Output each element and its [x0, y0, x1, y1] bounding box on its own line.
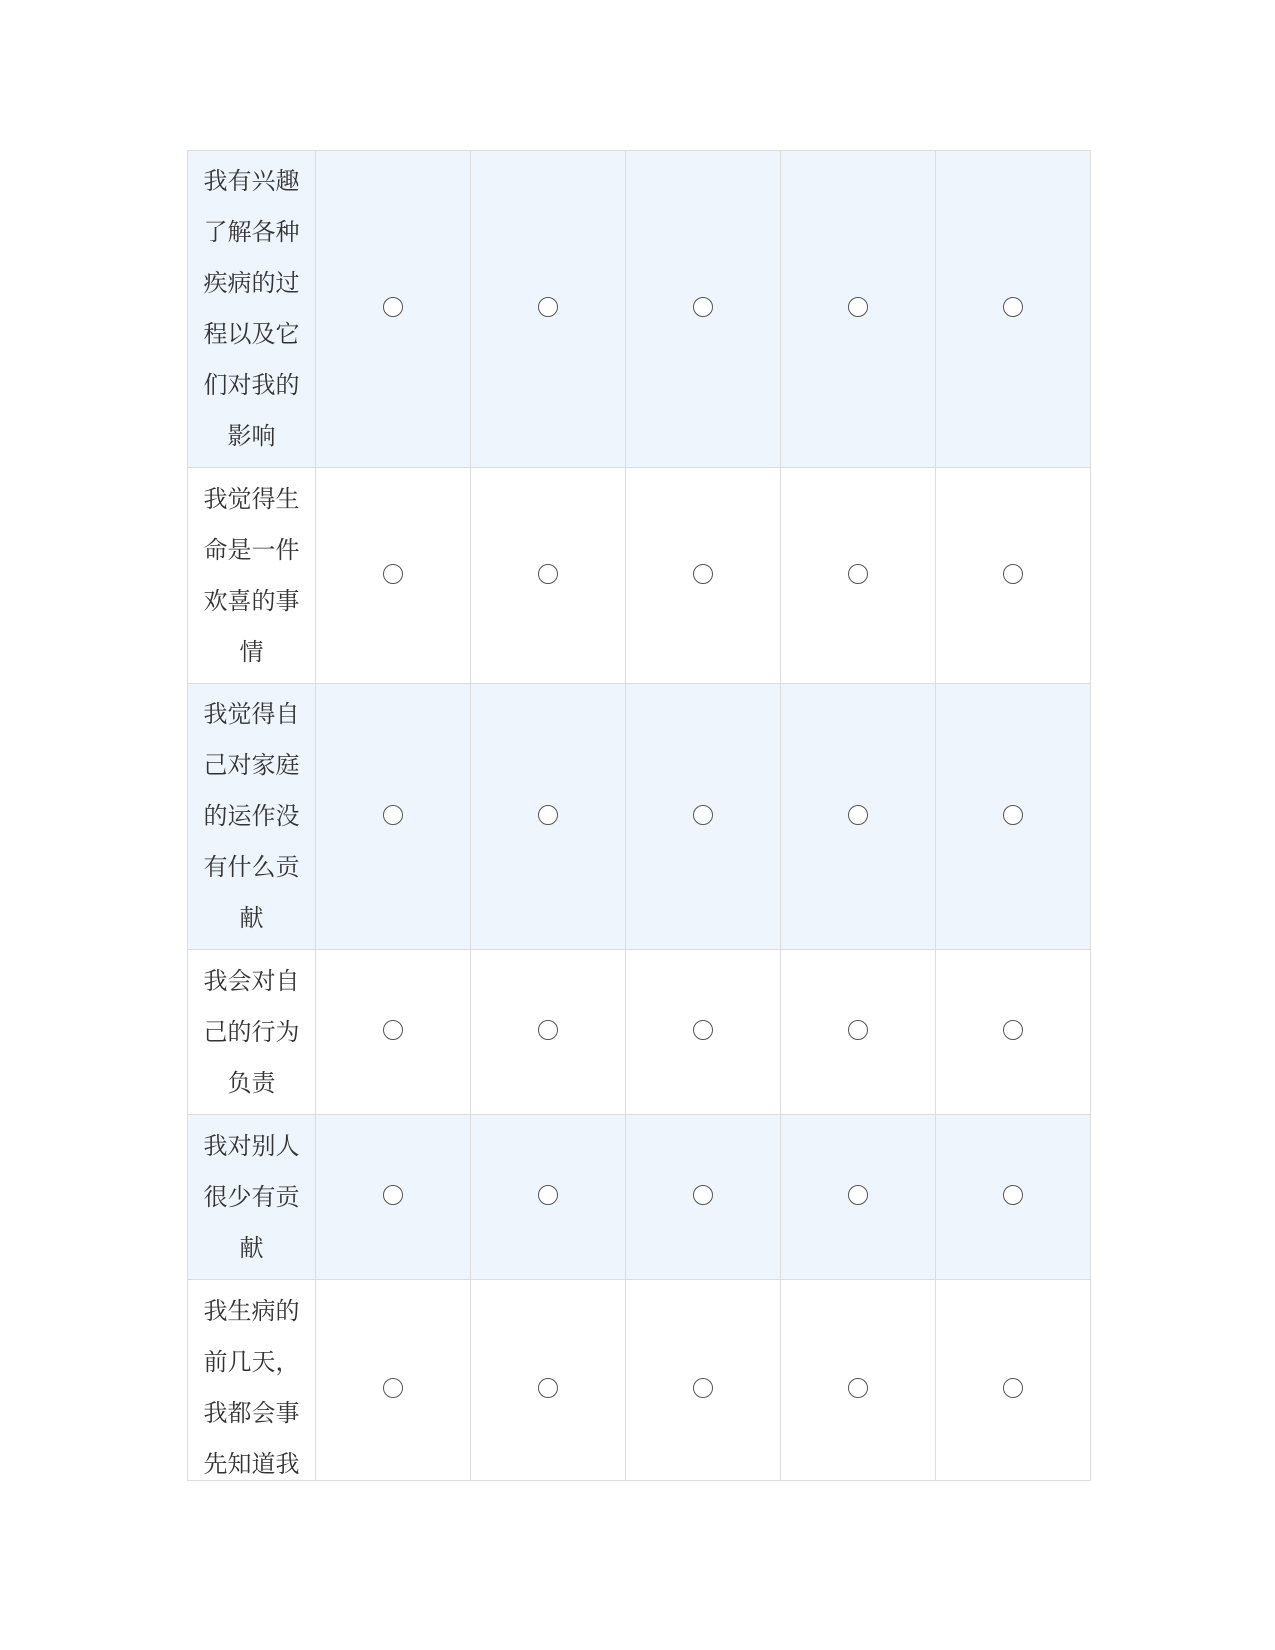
question-row — [188, 1280, 1091, 1481]
option-cell — [936, 151, 1091, 468]
radio-button-option-5[interactable] — [1003, 564, 1023, 584]
radio-button-option-5[interactable] — [1003, 805, 1023, 825]
question-row — [188, 1115, 1091, 1280]
radio-button-option-3[interactable] — [693, 297, 713, 317]
radio-button-option-5[interactable] — [1003, 297, 1023, 317]
option-cell — [471, 468, 626, 684]
radio-button-option-1[interactable] — [383, 1378, 403, 1398]
radio-button-option-4[interactable] — [848, 1378, 868, 1398]
radio-button-option-5[interactable] — [1003, 1185, 1023, 1205]
radio-button-option-4[interactable] — [848, 805, 868, 825]
question-cell — [188, 1280, 316, 1481]
radio-button-option-4[interactable] — [848, 1185, 868, 1205]
radio-button-option-4[interactable] — [848, 297, 868, 317]
radio-button-option-2[interactable] — [538, 1185, 558, 1205]
question-row — [188, 684, 1091, 950]
likert-survey-table — [187, 150, 1091, 1481]
radio-button-option-2[interactable] — [538, 564, 558, 584]
question-row — [188, 468, 1091, 684]
radio-button-option-2[interactable] — [538, 1378, 558, 1398]
option-cell — [316, 1280, 471, 1481]
question-text: 我会对自己的行为负责 — [203, 966, 300, 1097]
option-cell — [781, 1280, 936, 1481]
question-cell — [188, 684, 316, 950]
option-cell — [316, 1115, 471, 1280]
question-text: 我有兴趣了解各种疾病的过程以及它们对我的影响 — [203, 167, 300, 450]
question-text: 我觉得生命是一件欢喜的事情 — [203, 484, 300, 666]
option-cell — [471, 1115, 626, 1280]
option-cell — [626, 1115, 781, 1280]
option-cell — [316, 950, 471, 1115]
radio-button-option-4[interactable] — [848, 1020, 868, 1040]
question-row — [188, 151, 1091, 468]
option-cell — [471, 684, 626, 950]
option-cell — [936, 684, 1091, 950]
question-cell — [188, 950, 316, 1115]
radio-button-option-1[interactable] — [383, 564, 403, 584]
radio-button-option-2[interactable] — [538, 297, 558, 317]
radio-button-option-3[interactable] — [693, 1185, 713, 1205]
radio-button-option-1[interactable] — [383, 805, 403, 825]
question-cell — [188, 1115, 316, 1280]
radio-button-option-2[interactable] — [538, 1020, 558, 1040]
option-cell — [781, 468, 936, 684]
question-cell — [188, 151, 316, 468]
option-cell — [781, 684, 936, 950]
option-cell — [936, 1280, 1091, 1481]
radio-button-option-5[interactable] — [1003, 1020, 1023, 1040]
option-cell — [781, 151, 936, 468]
option-cell — [626, 684, 781, 950]
option-cell — [471, 1280, 626, 1481]
question-row — [188, 950, 1091, 1115]
option-cell — [626, 1280, 781, 1481]
radio-button-option-3[interactable] — [693, 805, 713, 825]
radio-button-option-1[interactable] — [383, 1020, 403, 1040]
radio-button-option-1[interactable] — [383, 1185, 403, 1205]
radio-button-option-3[interactable] — [693, 1378, 713, 1398]
option-cell — [936, 950, 1091, 1115]
option-cell — [936, 468, 1091, 684]
radio-button-option-1[interactable] — [383, 297, 403, 317]
option-cell — [471, 950, 626, 1115]
option-cell — [471, 151, 626, 468]
radio-button-option-4[interactable] — [848, 564, 868, 584]
question-text: 我生病的前几天，我都会事先知道我 — [203, 1297, 300, 1478]
option-cell — [316, 684, 471, 950]
radio-button-option-5[interactable] — [1003, 1378, 1023, 1398]
option-cell — [781, 950, 936, 1115]
question-cell — [188, 468, 316, 684]
question-text: 我觉得自己对家庭的运作没有什么贡献 — [203, 700, 300, 932]
radio-button-option-2[interactable] — [538, 805, 558, 825]
option-cell — [781, 1115, 936, 1280]
radio-button-option-3[interactable] — [693, 564, 713, 584]
option-cell — [626, 151, 781, 468]
question-text: 我对别人很少有贡献 — [203, 1131, 300, 1262]
radio-button-option-3[interactable] — [693, 1020, 713, 1040]
option-cell — [316, 151, 471, 468]
option-cell — [316, 468, 471, 684]
option-cell — [626, 950, 781, 1115]
option-cell — [936, 1115, 1091, 1280]
option-cell — [626, 468, 781, 684]
